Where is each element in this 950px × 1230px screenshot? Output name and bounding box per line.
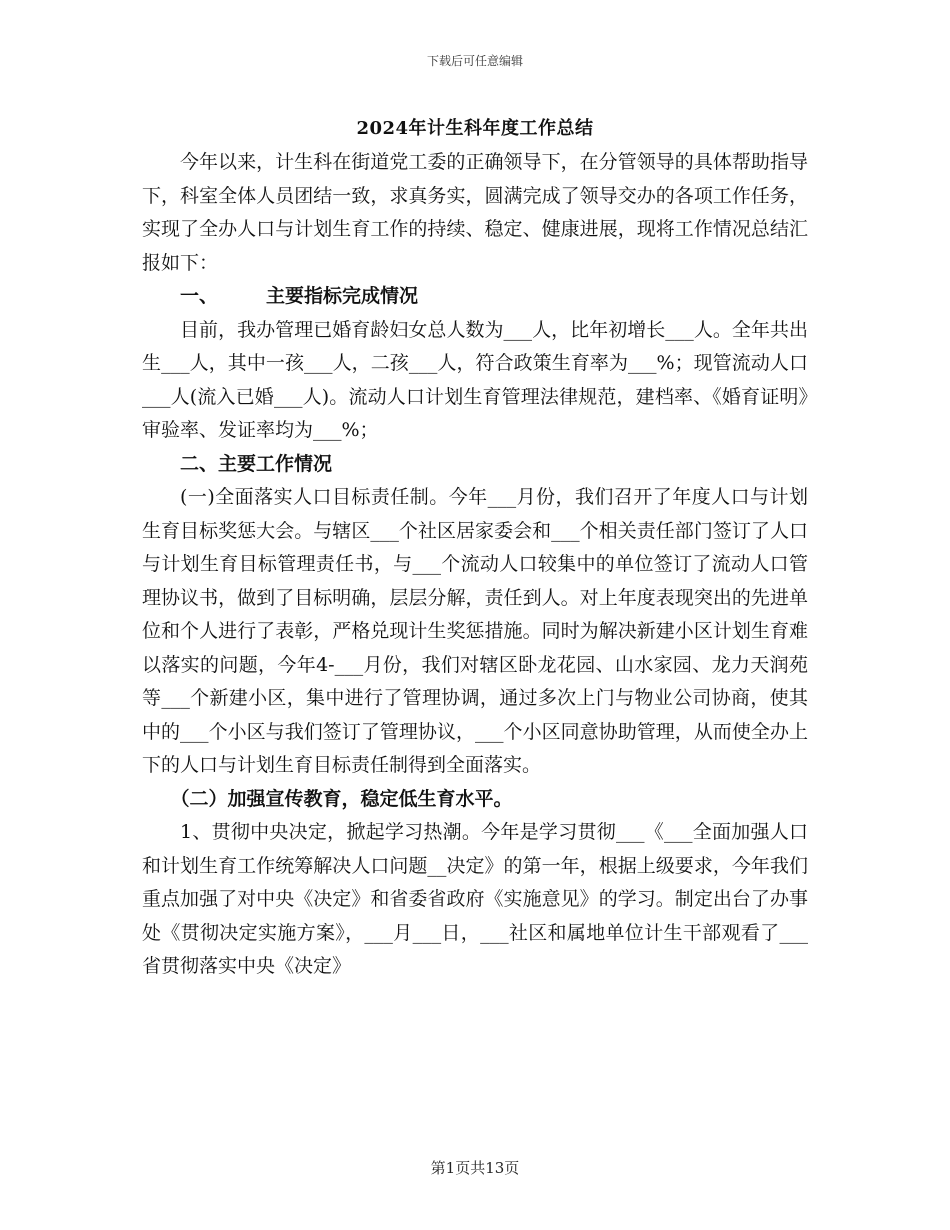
subsection-2-heading: （二）加强宣传教育，稳定低生育水平。	[170, 787, 513, 810]
subsection-2-paragraph-1: 1、贯彻中央决定，掀起学习热潮。今年是学习贯彻___《___全面加强人口和计划生育工作统筹解决人口问题__决定》的第一年，根据上级要求，今年我们重点加强了对中央《决定》和省委省政府《实施意见》的学习。制定出台了办事处《贯彻决定实施方案》，___月___日，___社区和属地单位计生干部观看了___省贯彻落实中央《决定》	[142, 821, 808, 977]
document-body	[142, 146, 808, 984]
intro-paragraph: 今年以来，计生科在街道党工委的正确领导下，在分管领导的具体帮助指导下，科室全体人员团结一致，求真务实，圆满完成了领导交办的各项工作任务，实现了全办人口与计划生育工作的持续、稳定、健康进展，现将工作情况总结汇报如下：	[142, 151, 808, 274]
section-1-title: 主要指标完成情况	[266, 285, 419, 307]
header-note: 下载后可任意编辑	[426, 54, 523, 68]
section-1-heading	[142, 280, 808, 314]
section-2-paragraph-1: (一)全面落实人口目标责任制。今年___月份，我们召开了年度人口与计划生育目标奖惩大会。与辖区___个社区居家委会和___个相关责任部门签订了人口与计划生育目标管理责任书，与___个流动人口较集中的单位签订了流动人口管理协议书，做到了目标明确，层层分解，责任到人。对上年度表现突出的先进单位和个人进行了表彰，严格兑现计生奖惩措施。同时为解决新建小区计划生育难以落实的问题，今年4-___月份，我们对辖区卧龙花园、山水家园、龙力天润苑等___个新建小区，集中进行了管理协调，通过多次上门与物业公司协商，使其中的___个小区与我们签订了管理协议，___个小区同意协助管理，从而使全办上下的人口与计划生育目标责任制得到全面落实。	[142, 486, 808, 776]
section-2-heading: 二、主要工作情况	[180, 452, 333, 475]
page-footer: 第1页共13页	[430, 1159, 520, 1177]
section-1-paragraph: 目前，我办管理已婚育龄妇女总人数为___人，比年初增长___人。全年共出生___人，其中一孩___人，二孩___人，符合政策生育率为___%；现管流动人口___人(流入已婚___人)。流动人口计划生育管理法律规范，建档率、《婚育证明》审验率、发证率均为___%；	[142, 318, 808, 441]
section-1-number: 一、	[180, 285, 219, 307]
document-title: 2024年计生科年度工作总结	[356, 118, 594, 139]
